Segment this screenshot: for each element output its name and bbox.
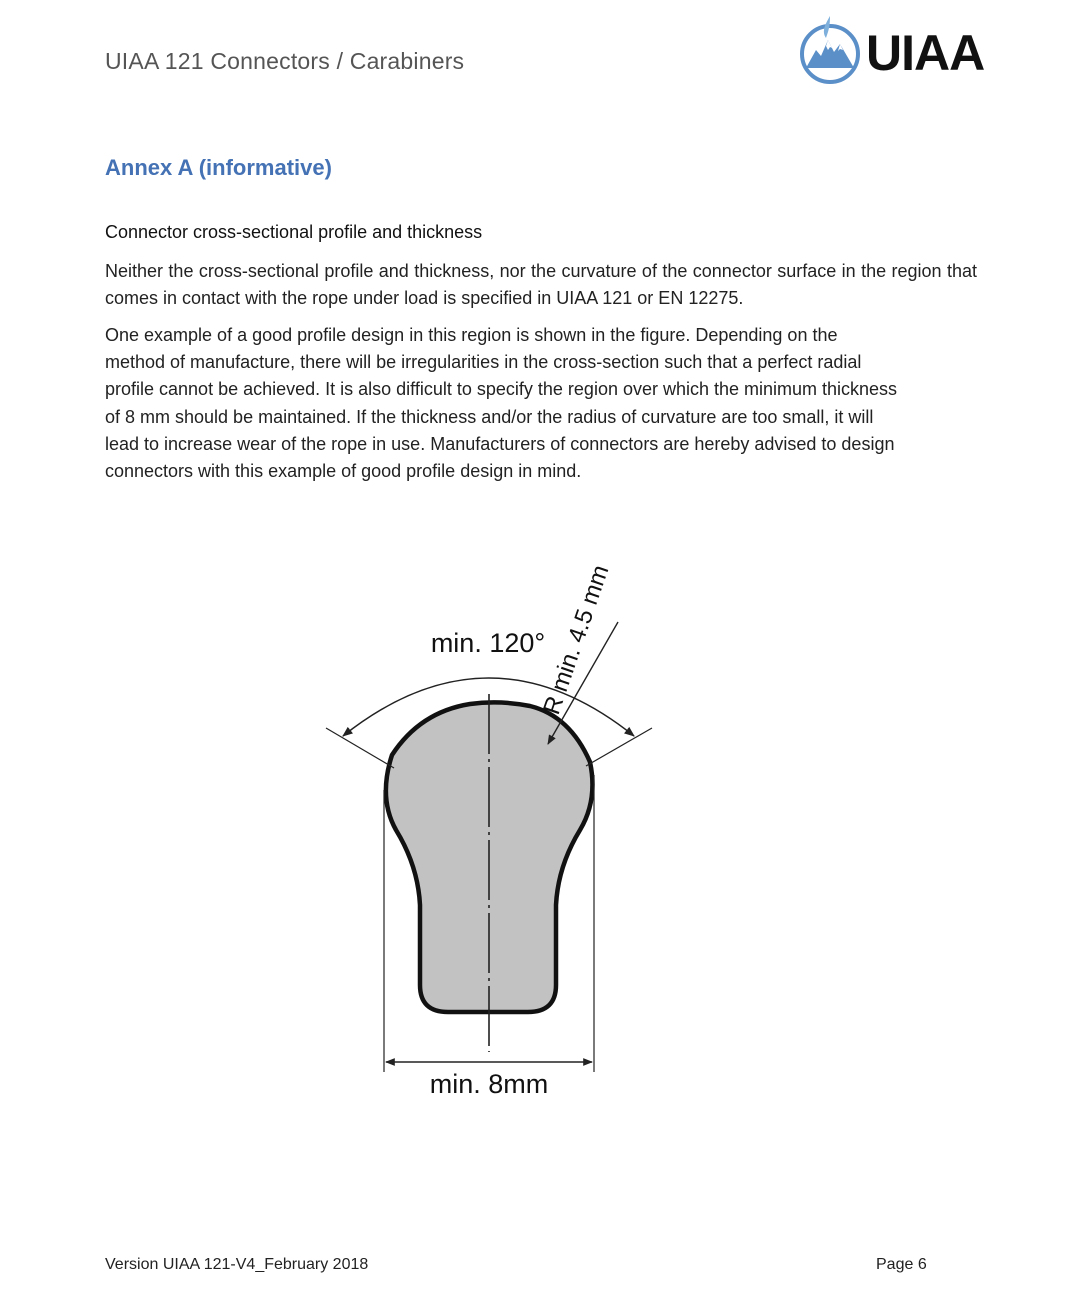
paragraph-2-line: profile cannot be achieved. It is also difficult to specify the region over which the minimum thickness xyxy=(105,379,898,400)
section-title: Connector cross-sectional profile and thickness xyxy=(105,222,483,242)
paragraph-2 xyxy=(105,322,977,485)
angle-label: min. 120° xyxy=(430,628,546,658)
paragraph-1: Neither the cross-sectional profile and thickness, nor the curvature of the connector surface in the region that comes in contact with the rope under load is specified in UIAA 121 or EN 12275. xyxy=(105,261,977,309)
uiaa-logo xyxy=(796,10,1006,88)
logo-text: UIAA xyxy=(866,25,985,81)
cross-section-figure xyxy=(300,530,700,1110)
paragraph-2-line: One example of a good profile design in this region is shown in the figure. Depending on the xyxy=(105,325,838,345)
radius-label: R min. 4.5 mm xyxy=(538,561,615,718)
paragraph-2-line: lead to increase wear of the rope in use. Manufacturers of connectors are hereby advised to design xyxy=(105,433,895,454)
paragraph-2-line: connectors with this example of good profile design in mind. xyxy=(105,461,582,482)
annex-heading: Annex A (informative) xyxy=(105,155,332,180)
mountain-logo-icon xyxy=(796,10,866,88)
footer-version: Version UIAA 121-V4_February 2018 xyxy=(105,1256,369,1273)
paragraph-2-line: method of manufacture, there will be irregularities in the cross-section such that a perfect radial xyxy=(105,352,862,373)
width-label: min. 8mm xyxy=(429,1069,549,1099)
footer-page-number: Page 6 xyxy=(876,1256,927,1273)
paragraph-2-line: of 8 mm should be maintained. If the thickness and/or the radius of curvature are too small, it will xyxy=(105,406,874,427)
header-title: UIAA 121 Connectors / Carabiners xyxy=(105,48,465,74)
angle-extension-left xyxy=(326,728,394,768)
angle-extension-right xyxy=(586,728,652,766)
